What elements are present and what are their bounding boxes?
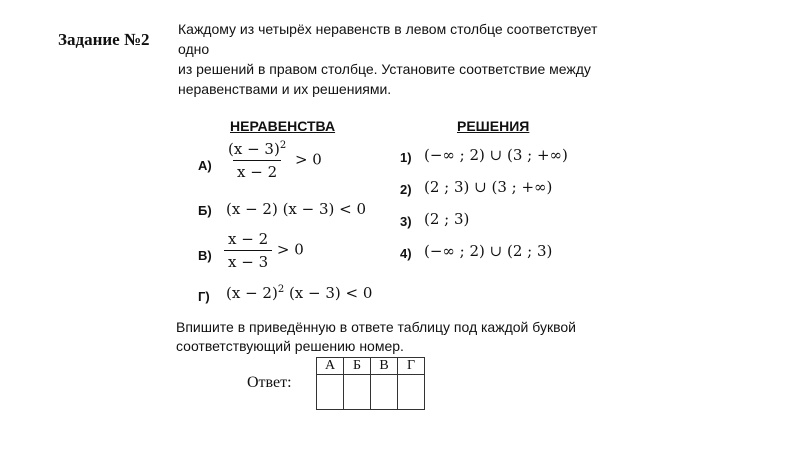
- inequality-label-b: Б): [198, 203, 212, 218]
- fraction: [224, 230, 272, 271]
- task-title: Задание №2: [58, 30, 150, 49]
- inequality-rhs: > 0: [276, 240, 304, 259]
- solution-label-2: 2): [400, 182, 412, 197]
- answer-cell-g[interactable]: [398, 375, 425, 410]
- inequality-g: $(x - 2)^2$ (x − 3) < 0: [226, 284, 373, 302]
- answer-cell-b[interactable]: [344, 375, 371, 410]
- solution-label-3: 3): [400, 214, 412, 229]
- instruction-line: Каждому из четырёх неравенств в левом столбце соответствует: [178, 21, 598, 37]
- note-line: Впишите в приведённую в ответе таблицу под каждой буквой: [176, 319, 576, 335]
- solution-1: (−∞ ; 2) ∪ (3 ; +∞): [424, 146, 568, 164]
- note-line: соответствующий решению номер.: [176, 338, 404, 354]
- inequalities-header: НЕРАВЕНСТВА: [230, 118, 336, 134]
- answer-input-row: [317, 375, 425, 410]
- inequality-label-g: Г): [198, 289, 210, 304]
- answer-table: [316, 357, 425, 410]
- instruction-text: [178, 19, 618, 99]
- inequality-label-v: В): [198, 248, 212, 263]
- solution-label-4: 4): [400, 246, 412, 261]
- answer-label: Ответ:: [247, 374, 292, 391]
- instruction-line: одно: [178, 41, 210, 57]
- answer-column-b: Б: [344, 358, 371, 375]
- numerator: $(x - 3)^2$: [228, 140, 287, 158]
- fraction: [224, 140, 290, 181]
- answer-instruction: [176, 318, 606, 356]
- inequality-label-a: А): [198, 158, 212, 173]
- instruction-line: неравенствами и их решениями.: [178, 81, 392, 97]
- answer-column-v: В: [371, 358, 398, 375]
- solution-4: (−∞ ; 2) ∪ (2 ; 3): [424, 242, 553, 260]
- inequality-v: [224, 230, 304, 271]
- answer-cell-v[interactable]: [371, 375, 398, 410]
- solution-2: (2 ; 3) ∪ (3 ; +∞): [424, 178, 553, 196]
- inequality-rhs: > 0: [294, 150, 322, 169]
- answer-cell-a[interactable]: [317, 375, 344, 410]
- denominator: x − 3: [224, 250, 272, 271]
- denominator: x − 2: [233, 160, 281, 181]
- inequality-b: (x − 2) (x − 3) < 0: [226, 200, 367, 218]
- solution-label-1: 1): [400, 150, 412, 165]
- solutions-header: РЕШЕНИЯ: [457, 118, 530, 134]
- answer-header-row: [317, 358, 425, 375]
- numerator: x − 2: [228, 230, 269, 248]
- inequality-a: [224, 140, 322, 181]
- answer-column-a: А: [317, 358, 344, 375]
- solution-3: (2 ; 3): [424, 210, 470, 228]
- instruction-line: из решений в правом столбце. Установите соответствие между: [178, 61, 591, 77]
- answer-column-g: Г: [398, 358, 425, 375]
